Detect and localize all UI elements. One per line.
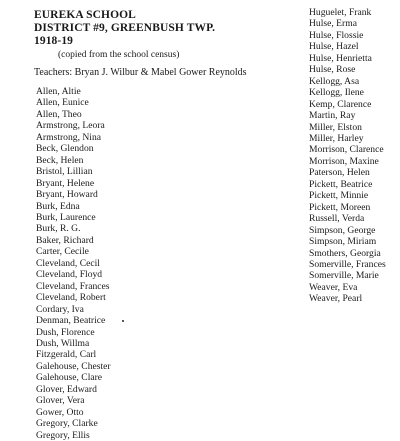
student-name: Paterson, Helen — [309, 167, 370, 179]
student-name: Smothers, Georgia — [309, 247, 381, 259]
student-name: Glover, Vera — [36, 395, 85, 407]
student-name: Kellogg, Ilene — [309, 87, 364, 99]
student-list-left — [36, 86, 111, 441]
student-name: Galehouse, Chester — [36, 360, 111, 372]
student-name: Morrison, Maxine — [309, 155, 379, 167]
student-name: Weaver, Pearl — [309, 293, 363, 305]
student-name: Cleveland, Frances — [36, 280, 110, 292]
document-header — [34, 9, 215, 61]
stray-mark — [122, 320, 124, 322]
source-note: (copied from the school census) — [58, 49, 180, 60]
student-name: Bryant, Howard — [36, 189, 98, 201]
student-name: Burk, R. G. — [36, 223, 81, 235]
student-name: Beck, Glendon — [36, 143, 94, 155]
student-name: Beck, Helen — [36, 154, 84, 166]
student-name: Morrison, Clarence — [309, 144, 384, 156]
student-name: Burk, Edna — [36, 200, 80, 212]
student-name: Hulse, Hazel — [309, 41, 359, 53]
student-name: Bryant, Helene — [36, 177, 95, 189]
student-name: Bristol, Lillian — [36, 166, 93, 178]
student-name: Martin, Ray — [309, 110, 356, 122]
student-name: Armstrong, Nina — [36, 131, 102, 143]
student-name: Dush, Willma — [36, 337, 90, 349]
student-name: Pickett, Moreen — [309, 201, 371, 213]
school-name: EUREKA SCHOOL — [34, 9, 136, 21]
student-name: Cordary, Iva — [36, 303, 84, 315]
student-name: Denman, Beatrice — [36, 315, 106, 327]
student-name: Allen, Theo — [36, 108, 82, 120]
student-name: Pickett, Beatrice — [309, 178, 373, 190]
student-name: Fitzgerald, Carl — [36, 349, 97, 361]
student-name: Hulse, Flossie — [309, 29, 364, 41]
student-name: Russell, Verda — [309, 213, 365, 225]
student-name: Allen, Altie — [36, 86, 81, 97]
student-name: Somerville, Marie — [309, 270, 379, 282]
teachers-line: Teachers: Bryan J. Wilbur & Mabel Gower Reynolds — [34, 67, 247, 78]
student-name: Glover, Edward — [36, 383, 97, 395]
student-list-right — [309, 7, 386, 305]
student-name: Cleveland, Cecil — [36, 257, 100, 269]
student-name: Gower, Otto — [36, 406, 84, 418]
student-name: Gregory, Ellis — [36, 429, 90, 441]
student-name: Dush, Florence — [36, 326, 95, 338]
student-name: Hulse, Erma — [309, 18, 357, 30]
student-name: Gregory, Clarke — [36, 418, 98, 430]
student-name: Huguelet, Frank — [309, 7, 372, 18]
student-name: Cleveland, Robert — [36, 292, 106, 304]
student-name: Simpson, George — [309, 224, 376, 236]
student-name: Hulse, Rose — [309, 64, 356, 76]
student-name: Armstrong, Leora — [36, 120, 105, 132]
student-name: Pickett, Minnie — [309, 190, 369, 202]
student-name: Baker, Richard — [36, 234, 94, 246]
student-name: Hulse, Henrietta — [309, 52, 372, 64]
student-name: Miller, Elston — [309, 121, 362, 133]
student-name: Kemp, Clarence — [309, 98, 372, 110]
student-name: Kellogg, Asa — [309, 75, 360, 87]
district-name: DISTRICT #9, GREENBUSH TWP. — [34, 22, 216, 35]
student-name: Simpson, Miriam — [309, 236, 377, 248]
student-name: Cleveland, Floyd — [36, 269, 103, 281]
student-name: Weaver, Eva — [309, 281, 358, 293]
student-name: Carter, Cecile — [36, 246, 89, 258]
student-name: Galehouse, Clare — [36, 372, 103, 384]
school-year: 1918-19 — [34, 35, 74, 48]
student-name: Allen, Eunice — [36, 97, 89, 109]
student-name: Burk, Laurence — [36, 211, 96, 223]
student-name: Somerville, Frances — [309, 258, 386, 270]
student-name: Miller, Harley — [309, 132, 364, 144]
